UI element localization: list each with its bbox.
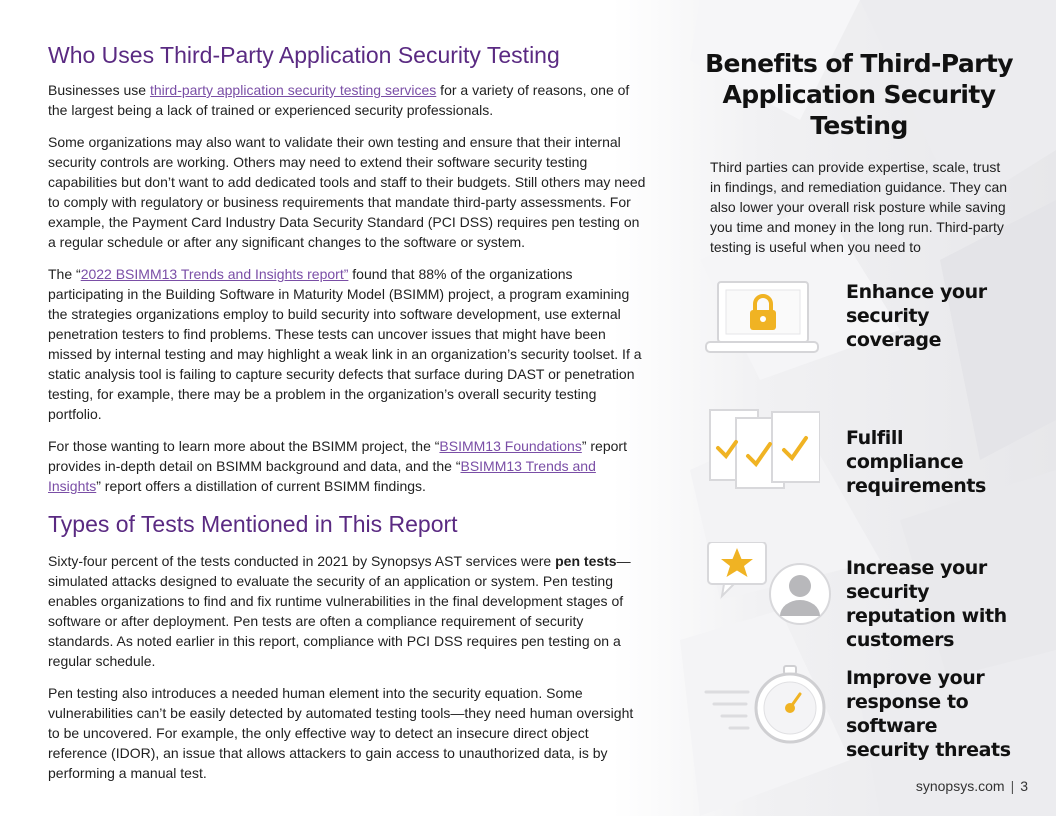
benefit-label-increase-reputation: Increase your security reputation with customers [846,557,1007,651]
footer-separator: | [1010,778,1015,794]
heading-types-of-tests: Types of Tests Mentioned in This Report [48,511,458,537]
paragraph-intro: Businesses use third-party application security testing services for a variety of reasons, one of the largest being a lack of trained or experienced security professionals. [48,82,630,118]
link-bsimm13-foundations[interactable]: BSIMM13 Foundations [439,438,582,454]
benefit-label-enhance-coverage: Enhance your security coverage [846,281,987,351]
link-third-party-services[interactable]: third-party application security testing services [149,82,437,98]
paragraph-pen-tests: Sixty-four percent of the tests conducted in 2021 by Synopsys AST services were pen tests—simulated attacks designed to evaluate the security of an application or system. Pen testing enables organizations to find and fix runtime vulnerabilities in the final development stages of software or after deployment. Pen tests are often a compliance requirement of security standards. As noted earlier in this report, compliance with PCI DSS requires pen testing on a regular schedule. [48,553,631,669]
page-number: 3 [1020,778,1028,794]
footer [916,778,1028,794]
sidebar [704,48,1024,761]
benefit-label-improve-response: Improve your response to software security threats [846,667,1011,761]
sidebar-intro: Third parties can provide expertise, scale, trust in findings, and remediation guidance. They can also lower your overall risk posture while saving you time and money in the long run. Third-party testing is useful when you need to [710,159,1008,255]
checklist-documents-icon [704,408,820,492]
sidebar-title: Benefits of Third-Party Application Security Testing [705,49,1013,140]
star-review-user-icon [704,542,834,628]
link-bsimm13-trends-report[interactable]: 2022 BSIMM13 Trends and Insights report” [80,266,349,282]
laptop-lock-icon [704,280,820,360]
paragraph-bsimm-report: The “2022 BSIMM13 Trends and Insights report” found that 88% of the organizations participating in the Building Software in Maturity Model (BSIMM) project, a program examining the strategies organizations employ to build security into software development, use external penetration testers to find problems. These tests can uncover issues that might have been missed by internal testing and may highlight a weak link in an organization’s security toolset. If a static analysis tool is failing to capture security defects that surface during DAST or penetration testing, for example, there may be a problem in the organization’s overall security testing portfolio. [48,266,642,422]
heading-who-uses: Who Uses Third-Party Application Security Testing [48,42,560,68]
main-column [48,40,646,795]
stopwatch-icon [704,664,834,750]
footer-site: synopsys.com [915,778,1005,794]
paragraph-human-element: Pen testing also introduces a needed human element into the security equation. Some vulnerabilities can’t be easily detected by automated testing tools—they need human oversight to be uncovered. For example, the only effective way to detect an insecure direct object reference (IDOR), an issue that allows attackers to gain access to unauthorized data, is by performing a manual test. [48,685,634,781]
bold-pen-tests: pen tests [555,553,617,569]
link-bsimm13-trends[interactable]: BSIMM13 Trends and Insights [48,458,596,494]
benefit-label-fulfill-compliance: Fulfill compliance requirements [846,427,986,497]
paragraph-bsimm-more: For those wanting to learn more about the BSIMM project, the “BSIMM13 Foundations” report provides in-depth detail on BSIMM background and data, and the “BSIMM13 Trends and Insights” report offers a distillation of current BSIMM findings. [48,438,627,494]
paragraph-reasons: Some organizations may also want to validate their own testing and ensure that their internal security controls are working. Others may need to extend their software security testing capabilities but don’t want to add dedicated tools and staff to their budgets. Still others may need to comply with regulatory or business requirements that mandate third-party assessments. For example, the Payment Card Industry Data Security Standard (PCI DSS) requires pen testing on a regular schedule or after any significant changes to the software or system. [48,134,646,250]
